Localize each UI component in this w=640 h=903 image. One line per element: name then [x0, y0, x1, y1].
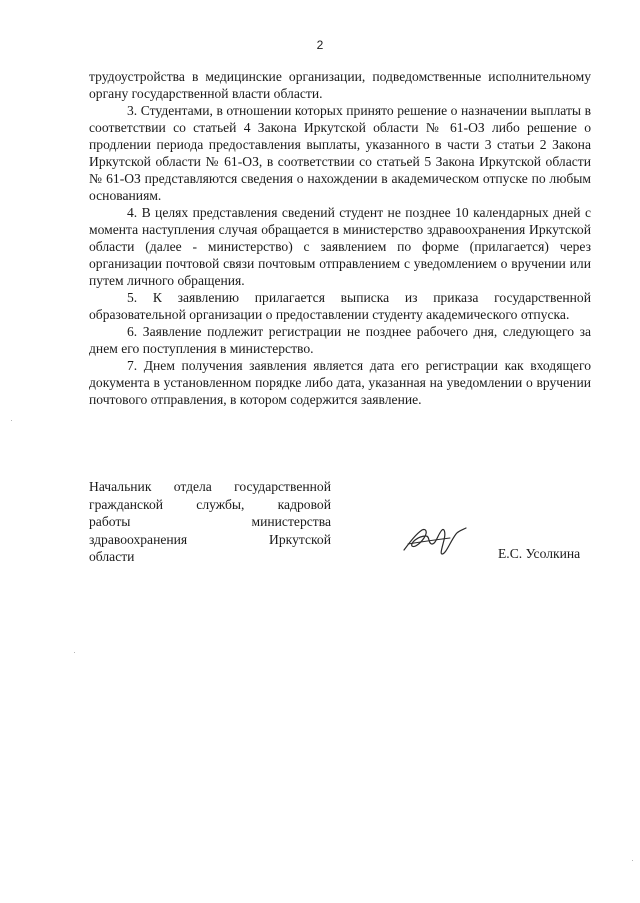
signatory-title-line: здравоохранения Иркутской	[89, 531, 331, 547]
document-body	[89, 68, 591, 408]
paragraph-5: 5. К заявлению прилагается выписка из приказа государственной образовательной организации о предоставлении студенту академического отпуска.	[89, 290, 591, 322]
signatory-title-line: Начальник отдела государственной	[89, 479, 331, 494]
paragraph-continuation: трудоустройства в медицинские организации, подведомственные исполнительному органу государственной власти области.	[89, 69, 591, 101]
signatory-title-line: работы министерства	[89, 514, 331, 529]
paragraph-6: 6. Заявление подлежит регистрации не позднее рабочего дня, следующего за днем его поступления в министерство.	[89, 324, 591, 356]
scan-speck	[74, 652, 75, 653]
paragraph-4: 4. В целях представления сведений студент не позднее 10 календарных дней с момента наступления случая обращается в министерство здравоохранения Иркутской области (далее - министерство) с заявлением по форме (прилагается) через организации почтовой связи почтовым отправлением с уведомлением о вручении или путем личного обращения.	[89, 205, 591, 288]
page-number: 2	[316, 38, 324, 52]
paragraph-3: 3. Студентами, в отношении которых принято решение о назначении выплаты в соответствии со статьей 4 Закона Иркутской области № 61-ОЗ либо решение о продлении периода предоставления выплаты, указанного в части 3 статьи 2 Закона Иркутской области № 61-ОЗ, в соответствии со статьей 5 Закона Иркутской области № 61-ОЗ представляются сведения о нахождении в академическом отпуске по любым основаниям.	[89, 103, 591, 203]
handwritten-signature	[400, 520, 470, 560]
paragraph-7: 7. Днем получения заявления является дата его регистрации как входящего документа в установленном порядке либо дата, указанная на уведомлении о вручении почтового отправления, в котором содержится заявление.	[89, 358, 591, 407]
scan-speck	[11, 420, 12, 421]
signatory-title-line: гражданской службы, кадровой	[89, 496, 331, 512]
signatory-name: Е.С. Усолкина	[498, 546, 581, 561]
signatory-title-line: области	[89, 549, 135, 564]
signatory-title	[89, 478, 331, 566]
scan-speck	[632, 860, 633, 861]
